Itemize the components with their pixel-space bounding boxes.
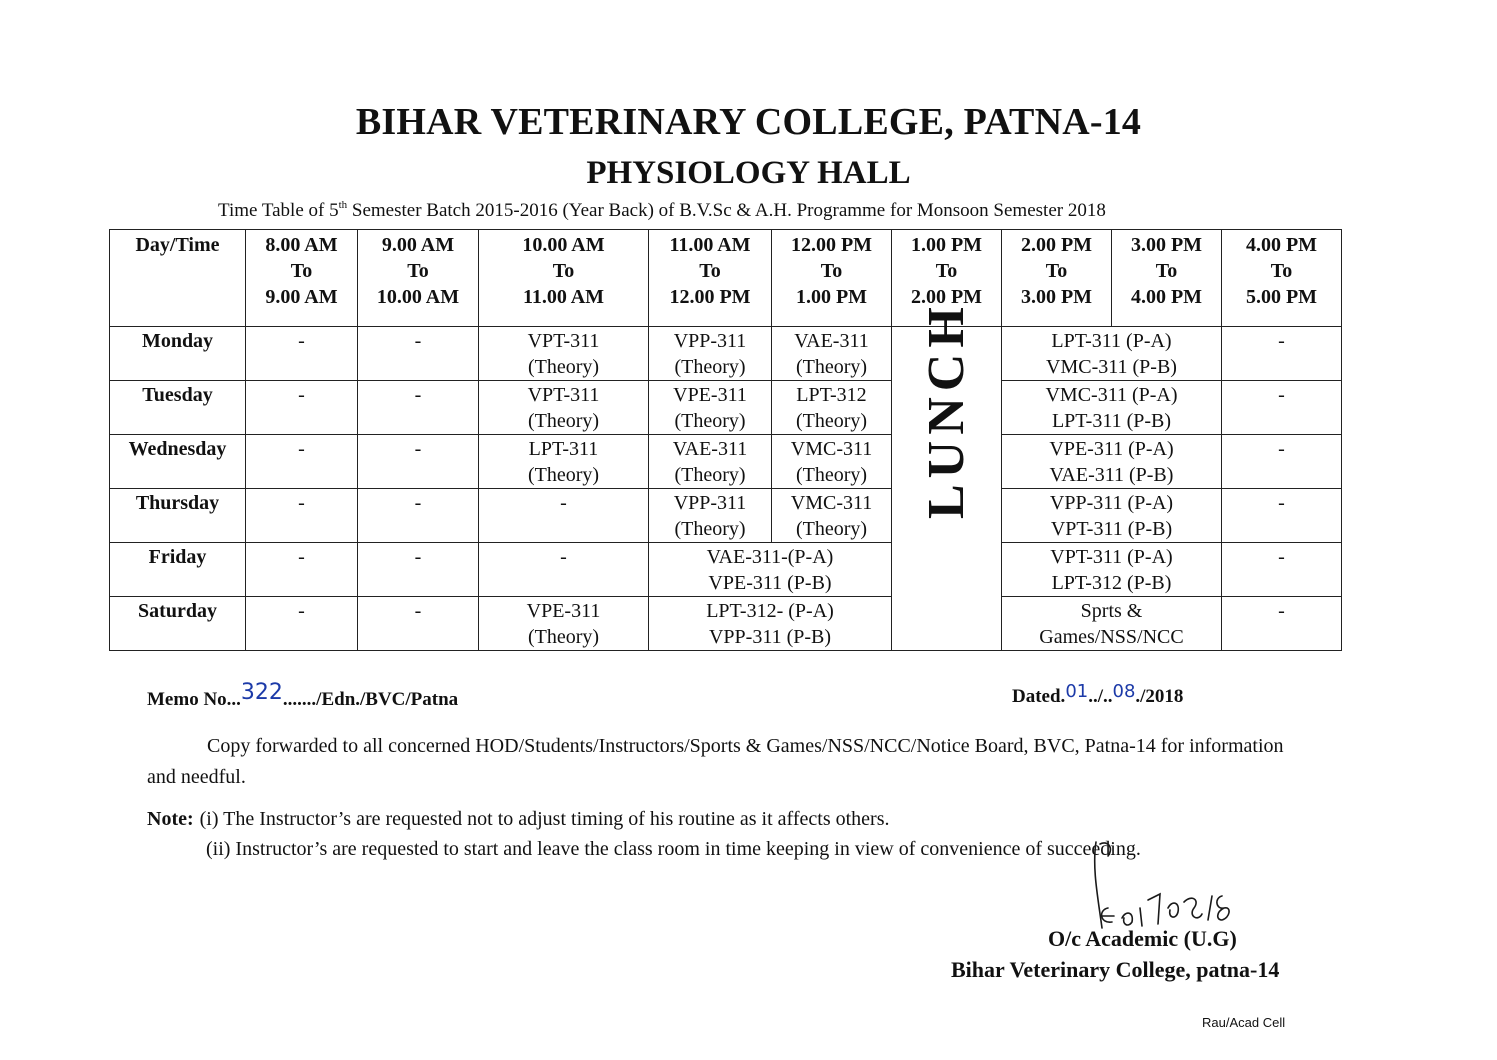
- caption-pre: Time Table of 5: [218, 200, 339, 221]
- memo-date: Dated.01../..08./2018: [1012, 681, 1184, 707]
- table-cell: LPT-311 (P-A) VMC-311 (P-B): [1002, 327, 1222, 381]
- table-cell: -: [358, 543, 479, 597]
- table-row: [110, 489, 1342, 543]
- table-cell: Sprts & Games/NSS/NCC: [1002, 597, 1222, 651]
- table-cell: VPP-311 (P-A) VPT-311 (P-B): [1002, 489, 1222, 543]
- copy-forward-text: Copy forwarded to all concerned HOD/Students/Instructors/Sports & Games/NSS/NCC/Notice Board, BVC, Patna-14 for information and needful.: [147, 735, 1284, 788]
- table-cell: -: [1222, 381, 1342, 435]
- slot-header: 11.00 AM To 12.00 PM: [649, 230, 772, 327]
- table-cell: VPT-311 (Theory): [479, 327, 649, 381]
- table-cell: LPT-312- (P-A) VPP-311 (P-B): [649, 597, 892, 651]
- table-cell: -: [1222, 435, 1342, 489]
- slot-header: 9.00 AM To 10.00 AM: [358, 230, 479, 327]
- table-cell: VPP-311 (Theory): [649, 489, 772, 543]
- table-row: [110, 327, 1342, 381]
- timetable-caption: [218, 200, 1106, 222]
- day-label: Saturday: [110, 597, 246, 651]
- day-label: Monday: [110, 327, 246, 381]
- slot-header: 10.00 AM To 11.00 AM: [479, 230, 649, 327]
- table-cell: VPE-311 (Theory): [649, 381, 772, 435]
- table-cell: -: [246, 543, 358, 597]
- table-cell: -: [479, 543, 649, 597]
- table-cell: VPE-311 (P-A) VAE-311 (P-B): [1002, 435, 1222, 489]
- table-cell: -: [246, 489, 358, 543]
- table-cell: -: [479, 489, 649, 543]
- note-label: Note:: [147, 808, 194, 830]
- table-cell: -: [358, 489, 479, 543]
- corner-header: Day/Time: [110, 230, 246, 327]
- handwritten-signature: [1088, 838, 1248, 938]
- table-cell: VPP-311 (Theory): [649, 327, 772, 381]
- signatory-institution: Bihar Veterinary College, patna-14: [951, 957, 1280, 982]
- hall-title: PHYSIOLOGY HALL: [586, 155, 911, 191]
- table-cell: VMC-311 (Theory): [772, 489, 892, 543]
- college-title: BIHAR VETERINARY COLLEGE, PATNA-14: [355, 101, 1142, 143]
- table-cell: -: [1222, 327, 1342, 381]
- note-1: Note: (i) The Instructor’s are requested not to adjust timing of his routine as it affects others.: [147, 808, 890, 830]
- memo-number: Memo No...322......./Edn./BVC/Patna: [147, 680, 459, 710]
- slot-header: 12.00 PM To 1.00 PM: [772, 230, 892, 327]
- table-cell: -: [246, 381, 358, 435]
- day-label: Thursday: [110, 489, 246, 543]
- day-label: Friday: [110, 543, 246, 597]
- table-cell: VMC-311 (Theory): [772, 435, 892, 489]
- note-2: (ii) Instructor’s are requested to start and leave the class room in time keeping in view of convenience of succeeding.: [206, 838, 1141, 860]
- table-cell: VAE-311-(P-A) VPE-311 (P-B): [649, 543, 892, 597]
- signatory-designation: O/c Academic (U.G): [1048, 926, 1237, 951]
- table-cell: -: [1222, 597, 1342, 651]
- lunch-label: LUNCH: [917, 301, 975, 519]
- footer-note: Rau/Acad Cell: [1202, 1015, 1286, 1030]
- slot-header: 3.00 PM To 4.00 PM: [1112, 230, 1222, 327]
- table-cell: VPT-311 (Theory): [479, 381, 649, 435]
- handwritten-day: 01: [1065, 681, 1089, 702]
- timetable: [109, 229, 1342, 651]
- table-cell: LPT-311 (Theory): [479, 435, 649, 489]
- lunch-cell: [892, 301, 1002, 651]
- slot-header: 4.00 PM To 5.00 PM: [1222, 230, 1342, 327]
- table-cell: VPE-311 (Theory): [479, 597, 649, 651]
- handwritten-memo-number: 322: [240, 680, 283, 705]
- table-cell: VPT-311 (P-A) LPT-312 (P-B): [1002, 543, 1222, 597]
- slot-header: 1.00 PM To 2.00 PM: [892, 230, 1002, 327]
- table-cell: -: [358, 597, 479, 651]
- table-cell: -: [1222, 543, 1342, 597]
- table-row: [110, 597, 1342, 651]
- slot-header: 2.00 PM To 3.00 PM: [1002, 230, 1112, 327]
- table-cell: -: [246, 327, 358, 381]
- table-cell: LPT-312 (Theory): [772, 381, 892, 435]
- slot-header: 8.00 AM To 9.00 AM: [246, 230, 358, 327]
- header-row: [110, 230, 1342, 327]
- caption-superscript: th: [338, 199, 348, 211]
- caption-post: Semester Batch 2015-2016 (Year Back) of B.V.Sc & A.H. Programme for Monsoon Semester 2018: [347, 200, 1106, 221]
- table-row: [110, 381, 1342, 435]
- day-label: Wednesday: [110, 435, 246, 489]
- table-cell: VAE-311 (Theory): [649, 435, 772, 489]
- day-label: Tuesday: [110, 381, 246, 435]
- table-cell: -: [246, 597, 358, 651]
- handwritten-month: 08: [1112, 681, 1136, 702]
- table-cell: -: [246, 435, 358, 489]
- table-cell: -: [358, 381, 479, 435]
- table-row: [110, 543, 1342, 597]
- table-cell: -: [358, 435, 479, 489]
- table-cell: -: [358, 327, 479, 381]
- table-row: [110, 435, 1342, 489]
- table-cell: VAE-311 (Theory): [772, 327, 892, 381]
- table-cell: VMC-311 (P-A) LPT-311 (P-B): [1002, 381, 1222, 435]
- table-cell: -: [1222, 489, 1342, 543]
